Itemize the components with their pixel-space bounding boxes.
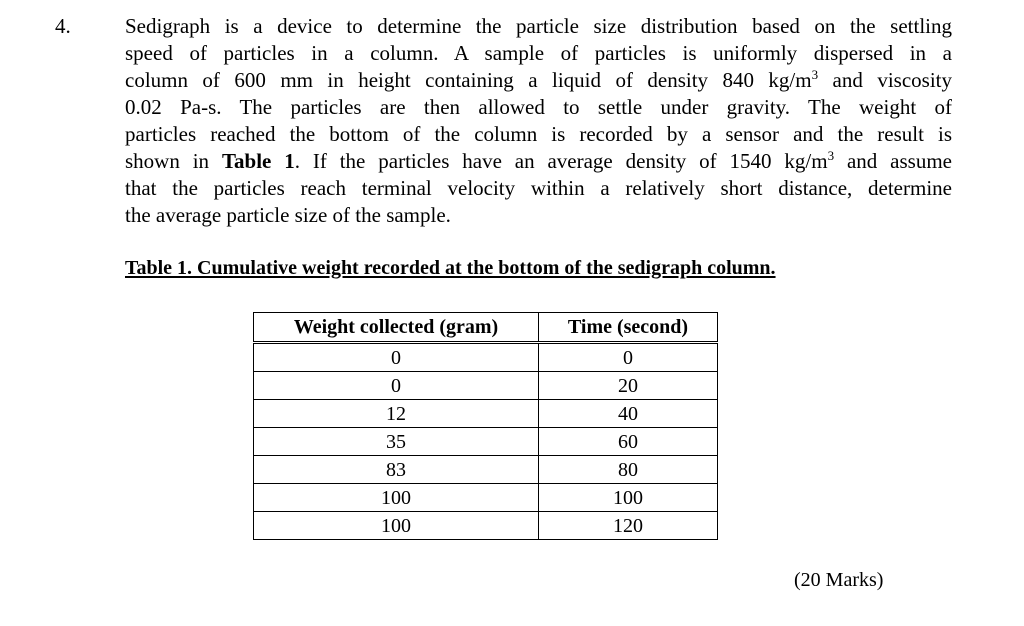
question-line-3-tail: and viscosity xyxy=(818,68,952,92)
table-row xyxy=(254,456,718,484)
table-row xyxy=(254,512,718,540)
weight-cell: 0 xyxy=(254,372,539,400)
weight-cell: 35 xyxy=(254,428,539,456)
superscript-3: 3 xyxy=(811,67,819,82)
time-cell: 60 xyxy=(539,428,718,456)
question-line-2: speed of particles in a column. A sample of particles is uniformly dispersed in a xyxy=(125,41,952,65)
time-cell: 40 xyxy=(539,400,718,428)
table-reference: Table 1 xyxy=(221,149,295,173)
table-row xyxy=(254,428,718,456)
table-row xyxy=(254,343,718,372)
table-header-row xyxy=(254,313,718,343)
question-line-1: Sedigraph is a device to determine the particle size distribution based on the settling xyxy=(125,14,952,38)
weight-cell: 100 xyxy=(254,512,539,540)
question-text xyxy=(125,13,952,229)
question-line-3 xyxy=(125,67,952,94)
time-cell: 100 xyxy=(539,484,718,512)
table-row xyxy=(254,484,718,512)
question-line-8: the average particle size of the sample. xyxy=(125,203,451,227)
table-caption: Table 1. Cumulative weight recorded at the bottom of the sedigraph column. xyxy=(125,257,776,279)
question-line-6-start: shown in xyxy=(125,149,222,173)
header-weight: Weight collected (gram) xyxy=(254,313,539,343)
question-line-6 xyxy=(125,148,952,175)
question-line-6-tail: and assume xyxy=(834,149,952,173)
question-number: 4. xyxy=(55,14,71,38)
question-line-5: particles reached the bottom of the column is recorded by a sensor and the result is xyxy=(125,122,952,146)
weight-cell: 0 xyxy=(254,343,539,372)
weight-cell: 12 xyxy=(254,400,539,428)
superscript-3-b: 3 xyxy=(827,148,835,163)
header-time: Time (second) xyxy=(539,313,718,343)
weight-cell: 83 xyxy=(254,456,539,484)
time-cell: 80 xyxy=(539,456,718,484)
question-line-6-mid: . If the particles have an average density of 1540 kg/m xyxy=(294,149,828,173)
question-line-3-text: column of 600 mm in height containing a liquid of density 840 kg/m xyxy=(125,68,812,92)
time-cell: 120 xyxy=(539,512,718,540)
marks-label: (20 Marks) xyxy=(794,569,884,591)
weight-cell: 100 xyxy=(254,484,539,512)
table-row xyxy=(254,400,718,428)
question-line-7: that the particles reach terminal velocity within a relatively short distance, determine xyxy=(125,176,952,200)
time-cell: 20 xyxy=(539,372,718,400)
question-line-4: 0.02 Pa-s. The particles are then allowed to settle under gravity. The weight of xyxy=(125,95,952,119)
table-row xyxy=(254,372,718,400)
data-table xyxy=(253,312,718,540)
time-cell: 0 xyxy=(539,343,718,372)
